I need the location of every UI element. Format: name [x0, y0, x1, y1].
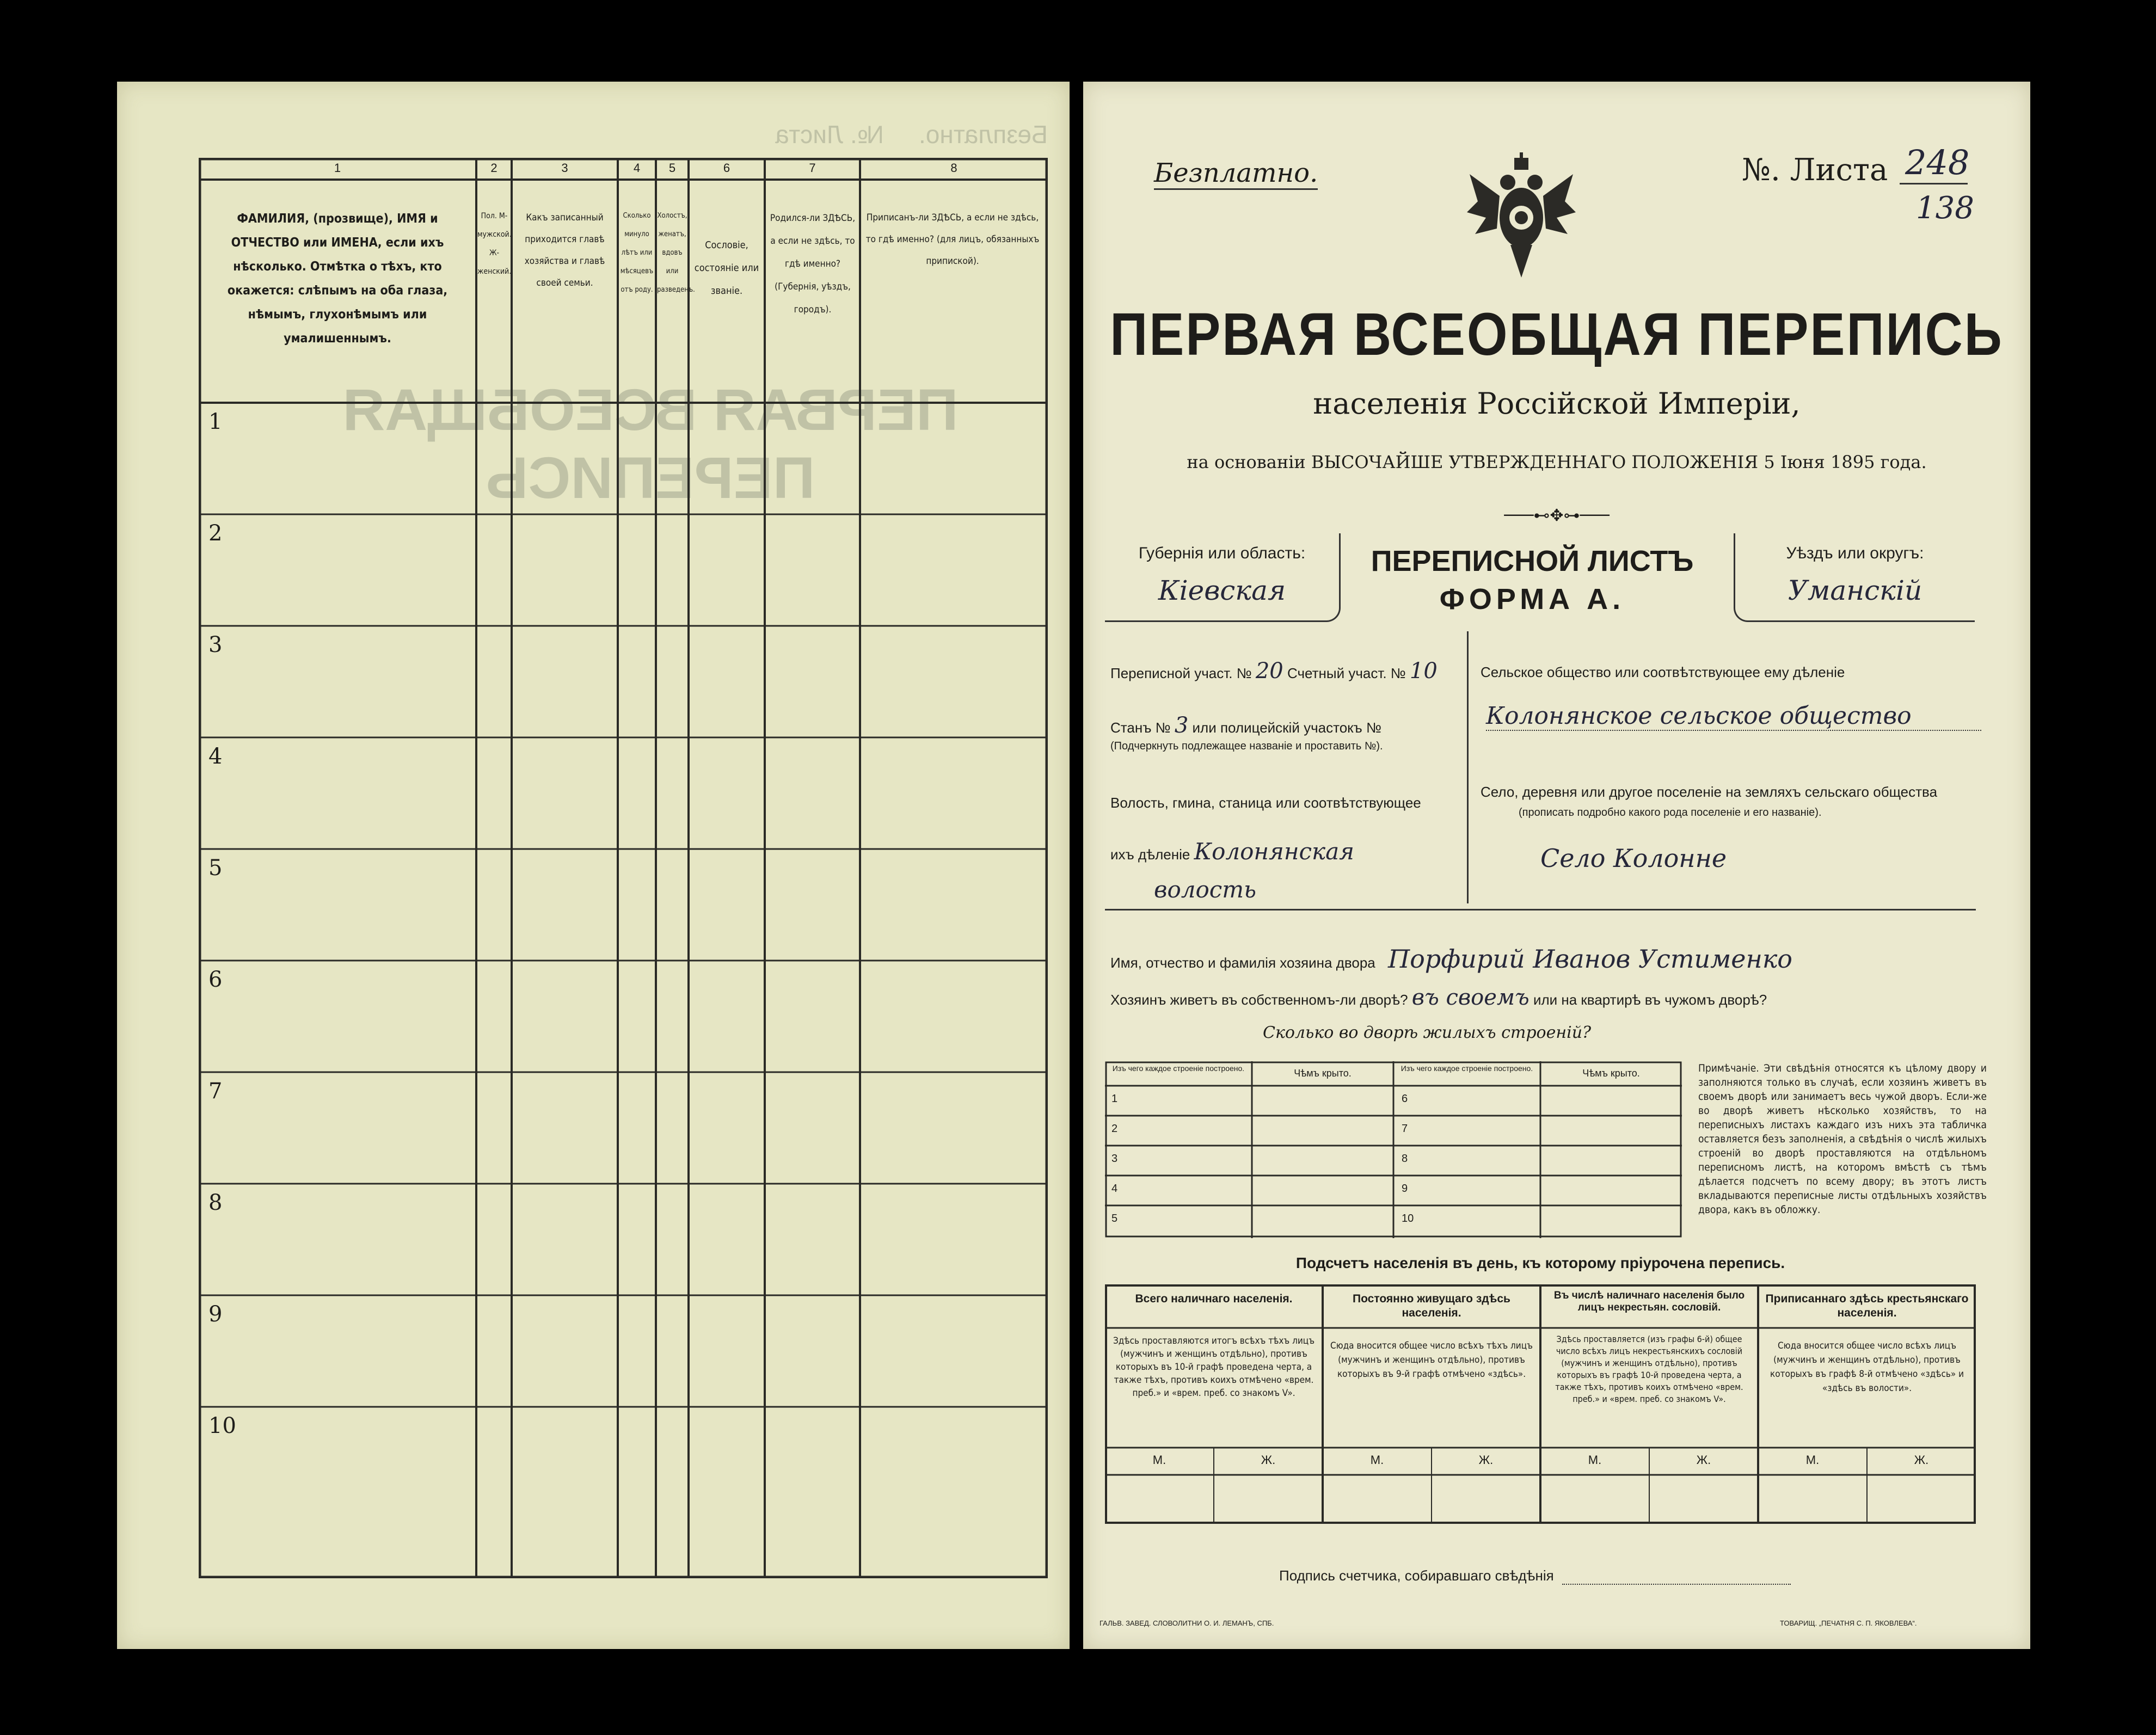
- column-number-1: 1: [334, 161, 341, 175]
- column-number-8: 8: [950, 161, 957, 175]
- population-count-table: [1105, 1284, 1976, 1524]
- buildings-row-4: 4: [1111, 1183, 1118, 1195]
- volost-label: Волость, гмина, станица или соотвѣтствующее: [1110, 795, 1421, 811]
- uezd-label: Уѣздъ или округъ:: [1786, 544, 1924, 562]
- own-yard-alt-label: или на квартирѣ въ чужомъ дворѣ?: [1533, 992, 1767, 1008]
- count-desc-2: Сюда вносится общее число всѣхъ тѣхъ лицъ (мужчинъ и женщинъ отдѣльно), противъ которыхъ въ 9-й графѣ отмѣчено «здѣсь».: [1330, 1340, 1533, 1380]
- sex-label-m-3: М.: [1588, 1453, 1602, 1467]
- sex-label-f-3: Ж.: [1696, 1453, 1711, 1467]
- form-title: ПЕРЕПИСНОЙ ЛИСТЪ: [1371, 545, 1694, 577]
- column-number-7: 7: [809, 161, 816, 175]
- address-block: [1105, 631, 1976, 1045]
- rural-society-label: Сельское общество или соотвѣтствующее ему дѣленіе: [1481, 664, 1845, 680]
- row-number-4: 4: [208, 744, 223, 769]
- buildings-row-5: 5: [1111, 1213, 1118, 1225]
- register-grid-lines: [199, 158, 1048, 1578]
- column-number-6: 6: [723, 161, 730, 175]
- sex-label-m-1: М.: [1152, 1453, 1166, 1467]
- sex-label-m-4: М.: [1805, 1453, 1820, 1467]
- household-register-table: [199, 158, 1048, 1578]
- note-text: Примѣчаніе. Эти свѣдѣнія относятся къ цѣлому двору и заполняются только въ случаѣ, если хозяинъ живетъ въ своемъ дворѣ или занимаетъ весь чужой дворъ. Если-же во дворѣ живетъ нѣсколько хозяйствъ, то на переписныхъ листахъ каждаго изъ нихъ эта табличка оставляется безъ заполненія, а свѣдѣнія о числѣ жилыхъ строеній во дворѣ проставляются на отдѣльномъ переписномъ листѣ, на которомъ вмѣстѣ съ тѣмъ дѣлается подсчетъ по всему двору; въ этотъ листъ вкладываются переписные листы отдѣльныхъ хозяйствъ двора, какъ въ обложку.: [1698, 1062, 1987, 1216]
- uezd-value: Уманскій: [1788, 575, 1922, 606]
- col4-header: Сколько минуло лѣтъ или мѣсяцевъ отъ роду.: [620, 212, 654, 294]
- census-district-label: Переписной участ. №: [1110, 665, 1252, 681]
- col1-header: ФАМИЛИЯ, (прозвище), ИМЯ и ОТЧЕСТВО или ИМЕНА, если ихъ нѣсколько. Отмѣтка о тѣхъ, кто окажется: слѣпымъ на оба глаза, нѣмымъ, глухонѣмымъ или умалишеннымъ.: [227, 212, 448, 346]
- col3-header: Какъ записанный приходится главѣ хозяйства и главѣ своей семьи.: [524, 212, 605, 288]
- count-header-1: Всего наличнаго населенія.: [1135, 1293, 1293, 1305]
- village-value: Село Колонне: [1540, 844, 1727, 873]
- rural-society-row: [1481, 664, 1845, 681]
- buildings-question: Сколько во дворѣ жилыхъ строеній?: [1263, 1023, 1592, 1042]
- imprint-left: ГАЛЬВ. ЗАВЕД. СЛОВОЛИТНИ О. И. ЛЕМАНЪ, СПБ.: [1100, 1619, 1274, 1627]
- own-yard-label: Хозяинъ живетъ въ собственномъ-ли дворѣ?: [1110, 992, 1408, 1008]
- gubernia-box: [1105, 533, 1341, 622]
- rural-society-value: Колонянское сельское общество: [1486, 702, 1981, 731]
- sheet-number-secondary: 138: [1916, 190, 1974, 226]
- census-district-row: [1110, 659, 1438, 684]
- volost-value: Колонянская: [1194, 838, 1354, 865]
- row-number-8: 8: [208, 1190, 223, 1215]
- count-district-value: 10: [1409, 659, 1438, 684]
- buildings-row-6: 6: [1402, 1093, 1408, 1105]
- show-through-text: Безплатно. №. Листа: [775, 120, 1048, 149]
- buildings-col-material-2: Изъ чего каждое строеніе построено.: [1401, 1064, 1533, 1073]
- sex-label-m-2: М.: [1370, 1453, 1384, 1467]
- sheet-number-value: 248: [1905, 143, 1970, 182]
- col8-header: Приписанъ-ли ЗДѢСЬ, а если не здѣсь, то гдѣ именно? (для лицъ, обязанныхъ припиской).: [865, 212, 1040, 267]
- count-title: Подсчетъ населенія въ день, къ которому пріурочена перепись.: [1295, 1254, 1785, 1271]
- page-title: ПЕРВАЯ ВСЕОБЩАЯ ПЕРЕПИСЬ: [1110, 300, 2004, 368]
- count-header-4: Приписаннаго здѣсь крестьянскаго населенія.: [1765, 1293, 1969, 1319]
- basis-line: на основаніи ВЫСОЧАЙШЕ УТВЕРЖДЕННАГО ПОЛОЖЕНІЯ 5 Іюня 1895 года.: [1187, 452, 1927, 472]
- column-number-3: 3: [561, 161, 568, 175]
- page-subtitle: населенія Россійской Имперіи,: [1313, 386, 1801, 421]
- buildings-table-lines: [1105, 1061, 1682, 1238]
- count-table-lines: [1105, 1284, 1976, 1524]
- show-through-title: ПЕРВАЯ ВСЕОБЩАЯ ПЕРЕПИСЬ: [342, 377, 959, 510]
- imprint-right: ТОВАРИЩ. „ПЕЧАТНЯ С. П. ЯКОВЛЕВА“.: [1780, 1619, 1917, 1627]
- signature-line: [1562, 1584, 1791, 1585]
- village-label: Село, деревня или другое поселеніе на земляхъ сельскаго общества: [1481, 784, 1938, 800]
- free-label: Безплатно.: [1154, 158, 1318, 190]
- volost-row: [1110, 838, 1354, 865]
- gubernia-label: Губернія или область:: [1138, 544, 1306, 562]
- buildings-row-10: 10: [1402, 1213, 1414, 1225]
- column-number-2: 2: [490, 161, 497, 175]
- count-header-2: Постоянно живущаго здѣсь населенія.: [1353, 1293, 1510, 1319]
- row-number-7: 7: [208, 1079, 223, 1104]
- buildings-col-material: Изъ чего каждое строеніе построено.: [1112, 1064, 1245, 1073]
- column-number-5: 5: [668, 161, 676, 175]
- sheet-number-label: №. Листа: [1742, 152, 1888, 188]
- form-subtitle: ФОРМА А.: [1439, 583, 1625, 616]
- own-yard-value: въ своемъ: [1411, 985, 1530, 1010]
- buildings-row-3: 3: [1111, 1153, 1118, 1165]
- sex-label-f-2: Ж.: [1478, 1453, 1494, 1467]
- owner-label: Имя, отчество и фамилія хозяина двора: [1110, 955, 1375, 971]
- count-desc-1: Здѣсь проставляются итогъ всѣхъ тѣхъ лицъ (мужчинъ и женщинъ отдѣльно), противъ которыхъ въ 10-й графѣ проведена черта, а также тѣхъ, противъ коихъ отмѣчено «врем. преб.» и «врем. преб. со знакомъ V».: [1113, 1336, 1315, 1399]
- underline-note: (Подчеркнуть подлежащее названіе и проставить №).: [1110, 740, 1383, 752]
- row-number-2: 2: [208, 521, 223, 546]
- buildings-col-roof-2: Чѣмъ крыто.: [1582, 1068, 1640, 1079]
- gubernia-value: Кіевская: [1158, 575, 1286, 606]
- buildings-row-2: 2: [1111, 1123, 1118, 1135]
- col7-header: Родился-ли ЗДѢСЬ, а если не здѣсь, то гдѣ именно? (Губернія, уѣздъ, городъ).: [770, 213, 856, 315]
- row-number-6: 6: [208, 967, 223, 992]
- col5-header: Холостъ, женатъ, вдовъ или разведенъ.: [657, 212, 695, 294]
- row-number-9: 9: [208, 1302, 223, 1327]
- buildings-col-roof: Чѣмъ крыто.: [1294, 1068, 1352, 1079]
- row-number-5: 5: [208, 856, 223, 881]
- volost-value-2: волость: [1154, 876, 1256, 903]
- buildings-table: [1105, 1061, 1682, 1238]
- count-district-label: Счетный участ. №: [1287, 665, 1406, 681]
- ornament-divider: ───⊷✥⊶───: [1504, 506, 1610, 525]
- stan-label: Станъ №: [1110, 719, 1171, 736]
- uezd-box: [1734, 533, 1975, 622]
- row-number-10: 10: [208, 1413, 236, 1438]
- sex-label-f-1: Ж.: [1261, 1453, 1276, 1467]
- buildings-row-1: 1: [1111, 1093, 1118, 1105]
- row-number-3: 3: [208, 632, 223, 657]
- owner-value: Порфирий Иванов Устименко: [1388, 944, 1792, 974]
- stan-row: [1110, 713, 1381, 738]
- buildings-row-7: 7: [1402, 1123, 1408, 1135]
- column-number-4: 4: [633, 161, 641, 175]
- count-header-3: Въ числѣ наличнаго населенія было лицъ некрестьян. сословій.: [1553, 1290, 1745, 1313]
- col2-header: Пол. М-мужской. Ж-женский.: [477, 212, 512, 276]
- stan-value: 3: [1174, 713, 1189, 738]
- police-district-label: или полицейскій участокъ №: [1192, 719, 1381, 736]
- census-district-value: 20: [1255, 659, 1283, 684]
- sex-label-f-4: Ж.: [1914, 1453, 1929, 1467]
- volost-label-2: ихъ дѣленіе: [1110, 846, 1190, 863]
- count-desc-3: Здѣсь проставляется (изъ графы 6-й) общее число всѣхъ лицъ некрестьянскихъ сословій (мужчинъ и женщинъ отдѣльно), противъ которыхъ въ графѣ 10-й проведена черта, а также тѣхъ, противъ коихъ отмѣчено «врем. преб.» и «врем. преб. со знакомъ V».: [1555, 1334, 1743, 1404]
- signature-label: Подпись счетчика, собиравшаго свѣдѣнія: [1279, 1567, 1554, 1584]
- left-page: [117, 82, 1070, 1649]
- buildings-row-9: 9: [1402, 1183, 1408, 1195]
- count-desc-4: Сюда вносится общее число всѣхъ лицъ (мужчинъ и женщинъ отдѣльно), противъ которыхъ въ графѣ 8-й отмѣчено «здѣсь» и «здѣсь въ волости».: [1770, 1340, 1964, 1394]
- row-number-1: 1: [208, 409, 223, 434]
- village-note: (прописать подробно какого рода поселеніе и его названіе).: [1519, 807, 1822, 819]
- buildings-row-8: 8: [1402, 1153, 1408, 1165]
- col6-header: Сословіе, состояніе или званіе.: [694, 239, 759, 297]
- right-page: [1083, 82, 2030, 1649]
- owner-row: [1110, 944, 1792, 974]
- own-yard-row: [1110, 985, 1767, 1010]
- imperial-eagle-emblem: [1464, 152, 1578, 283]
